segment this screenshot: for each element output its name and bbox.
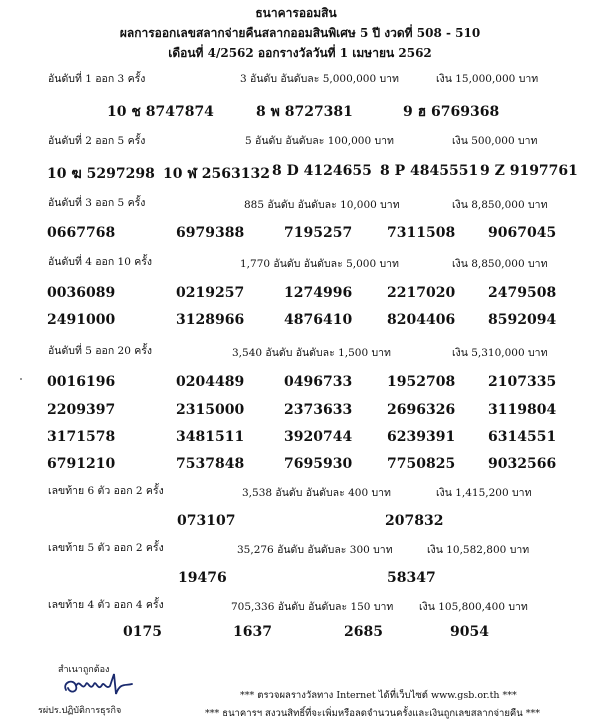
winning-number: 9054 — [450, 624, 489, 640]
prize-total: เงิน 10,582,800 บาท — [427, 544, 530, 556]
page-title: ผลการออกเลขสลากจ่ายคืนสลากออมสินพิเศษ 5 ปี งวดที่ 508 - 510 — [119, 26, 481, 40]
scan-speck — [20, 378, 22, 380]
winning-number: 1637 — [233, 624, 272, 640]
winning-number: 0204489 — [176, 374, 245, 390]
winning-number: 2685 — [344, 624, 383, 640]
winning-number: 8 P 4845551 — [380, 163, 479, 179]
prize-label: อันดับที่ 5 ออก 20 ครั้ง — [48, 345, 153, 357]
winning-number: 19476 — [178, 570, 227, 586]
winning-number: 0175 — [123, 624, 162, 640]
winning-number: 0016196 — [47, 374, 116, 390]
winning-number: 0219257 — [176, 285, 245, 301]
prize-label: อันดับที่ 3 ออก 5 ครั้ง — [48, 197, 146, 209]
winning-number: 0036089 — [47, 285, 116, 301]
winning-number: 207832 — [385, 513, 444, 529]
winning-number: 6979388 — [176, 225, 245, 241]
prize-total: เงิน 15,000,000 บาท — [436, 73, 539, 85]
prize-total: เงิน 1,415,200 บาท — [436, 487, 532, 499]
winning-number: 2479508 — [488, 285, 557, 301]
winning-number: 7311508 — [387, 225, 456, 241]
winning-number: 9067045 — [488, 225, 557, 241]
winning-number: 8204406 — [387, 312, 456, 328]
winning-number: 3171578 — [47, 429, 116, 445]
prize-label: อันดับที่ 1 ออก 3 ครั้ง — [48, 73, 146, 85]
draw-date: เดือนที่ 4/2562 ออกรางวัลวันที่ 1 เมษายน 2562 — [168, 46, 432, 60]
winning-number: 2491000 — [47, 312, 116, 328]
winning-number: 2696326 — [387, 402, 456, 418]
winning-number: 2373633 — [284, 402, 353, 418]
prize-description: 705,336 อันดับ อันดับละ 150 บาท — [231, 601, 394, 613]
rights-note: *** ธนาคารฯ สงวนสิทธิ์ที่จะเพิ่มหรือลดจำนวนครั้งและเงินถูกเลขสลากจ่ายคืน *** — [205, 708, 541, 719]
winning-number: 1274996 — [284, 285, 353, 301]
winning-number: 3119804 — [488, 402, 557, 418]
prize-description: 5 อันดับ อันดับละ 100,000 บาท — [245, 135, 394, 147]
winning-number: 9 Z 9197761 — [480, 163, 578, 179]
prize-description: 3,540 อันดับ อันดับละ 1,500 บาท — [232, 347, 391, 359]
prize-total: เงิน 500,000 บาท — [452, 135, 538, 147]
winning-number: 10 ฬ 2563132 — [163, 166, 270, 182]
winning-number: 1952708 — [387, 374, 456, 390]
winning-number: 7750825 — [387, 456, 456, 472]
winning-number: 7537848 — [176, 456, 245, 472]
winning-number: 6314551 — [488, 429, 557, 445]
prize-total: เงิน 8,850,000 บาท — [452, 258, 548, 270]
winning-number: 2315000 — [176, 402, 245, 418]
prize-total: เงิน 105,800,400 บาท — [419, 601, 528, 613]
winning-number: 7195257 — [284, 225, 353, 241]
prize-description: 3,538 อันดับ อันดับละ 400 บาท — [242, 487, 391, 499]
prize-label: อันดับที่ 4 ออก 10 ครั้ง — [48, 256, 153, 268]
winning-number: 9 ฮ 6769368 — [403, 104, 500, 120]
winning-number: 58347 — [387, 570, 436, 586]
winning-number: 0496733 — [284, 374, 353, 390]
prize-total: เงิน 8,850,000 บาท — [452, 199, 548, 211]
prize-label: เลขท้าย 4 ตัว ออก 4 ครั้ง — [48, 599, 164, 611]
winning-number: 8 D 4124655 — [272, 163, 372, 179]
prize-total: เงิน 5,310,000 บาท — [452, 347, 548, 359]
winning-number: 10 ช 8747874 — [107, 104, 214, 120]
prize-label: เลขท้าย 5 ตัว ออก 2 ครั้ง — [48, 542, 164, 554]
winning-number: 8592094 — [488, 312, 557, 328]
winning-number: 6239391 — [387, 429, 456, 445]
prize-description: 1,770 อันดับ อันดับละ 5,000 บาท — [240, 258, 399, 270]
winning-number: 9032566 — [488, 456, 557, 472]
prize-description: 885 อันดับ อันดับละ 10,000 บาท — [244, 199, 400, 211]
prize-label: เลขท้าย 6 ตัว ออก 2 ครั้ง — [48, 485, 164, 497]
winning-number: 6791210 — [47, 456, 116, 472]
winning-number: 7695930 — [284, 456, 353, 472]
prize-label: อันดับที่ 2 ออก 5 ครั้ง — [48, 135, 146, 147]
certify-label: สำเนาถูกต้อง — [58, 665, 110, 675]
winning-number: 10 ฆ 5297298 — [47, 166, 155, 182]
winning-number: 2217020 — [387, 285, 456, 301]
signature-image — [60, 668, 140, 700]
winning-number: 3481511 — [176, 429, 245, 445]
signer-role: รผ่ปร.ปฏิบัติการธุรกิจ — [38, 706, 122, 716]
winning-number: 2209397 — [47, 402, 116, 418]
winning-number: 3128966 — [176, 312, 245, 328]
bank-name: ธนาคารออมสิน — [255, 6, 337, 20]
winning-number: 0667768 — [47, 225, 116, 241]
winning-number: 4876410 — [284, 312, 353, 328]
winning-number: 3920744 — [284, 429, 353, 445]
internet-note: *** ตรวจผลรางวัลทาง Internet ได้ที่เว็บไซต์ www.gsb.or.th *** — [240, 690, 517, 701]
prize-description: 35,276 อันดับ อันดับละ 300 บาท — [237, 544, 393, 556]
winning-number: 8 พ 8727381 — [256, 104, 353, 120]
winning-number: 073107 — [177, 513, 236, 529]
winning-number: 2107335 — [488, 374, 557, 390]
prize-description: 3 อันดับ อันดับละ 5,000,000 บาท — [240, 73, 399, 85]
